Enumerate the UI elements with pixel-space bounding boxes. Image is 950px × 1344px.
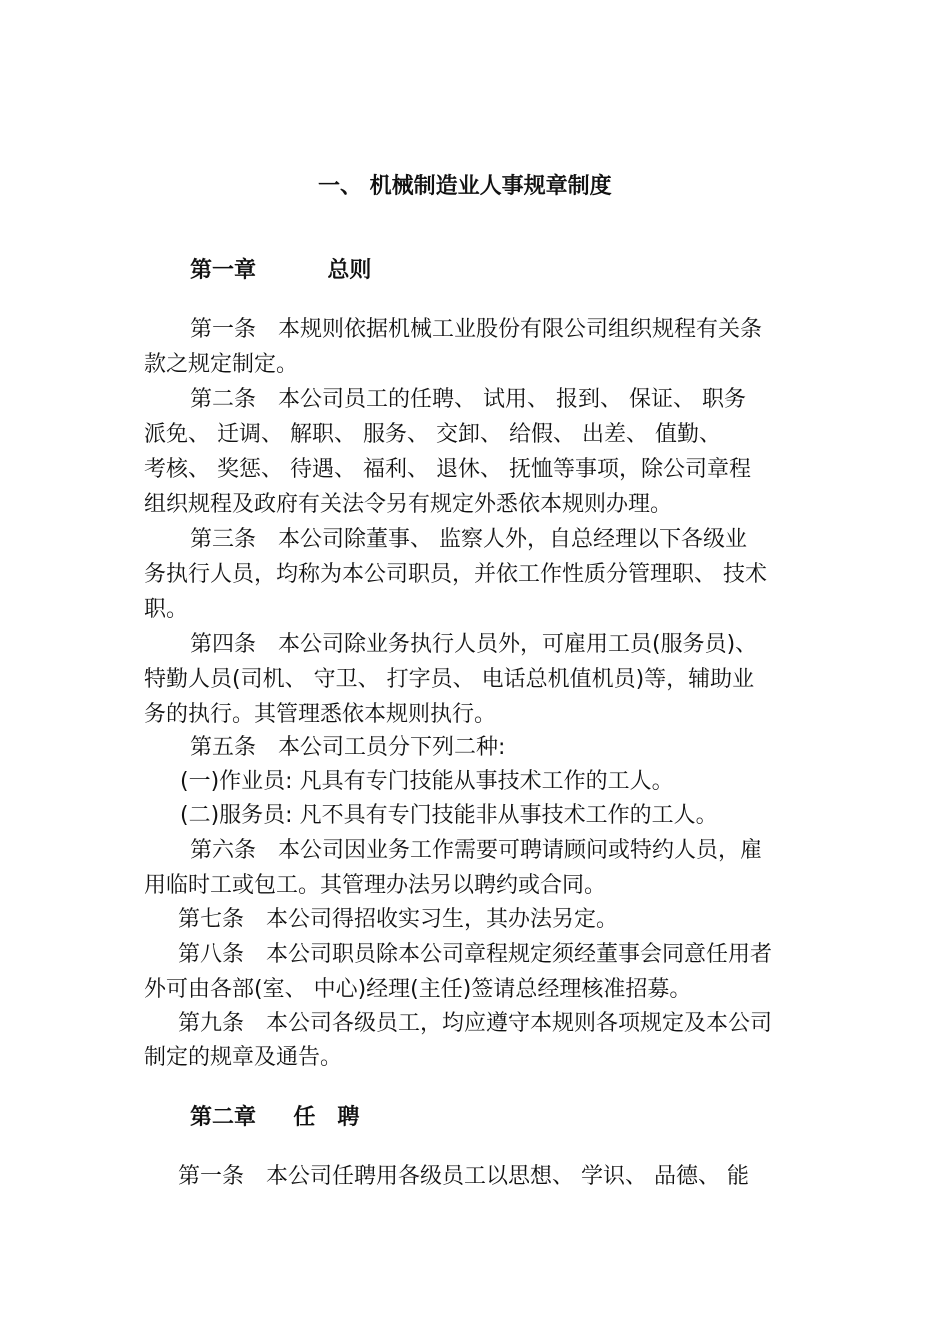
paragraph-line: 第二条 本公司员工的任聘、 试用、 报到、 保证、 职务 xyxy=(190,387,746,412)
paragraph-line: 第六条 本公司因业务工作需要可聘请顾问或特约人员，雇 xyxy=(190,838,763,863)
paragraph-line: 务执行人员，均称为本公司职员，并依工作性质分管理职、 技术 xyxy=(144,562,767,587)
paragraph-line: 派免、 迁调、 解职、 服务、 交卸、 给假、 出差、 值勤、 xyxy=(144,422,721,447)
paragraph-line: 组织规程及政府有关法令另有规定外悉依本规则办理。 xyxy=(144,492,673,517)
paragraph-line: 第四条 本公司除业务执行人员外，可雇用工员(服务员)、 xyxy=(190,632,758,657)
paragraph-line: 第五条 本公司工员分下列二种: xyxy=(190,735,506,760)
paragraph-line: 第一条 本公司任聘用各级员工以思想、 学识、 品德、 能 xyxy=(178,1164,749,1189)
paragraph-line: 第三条 本公司除董事、 监察人外，自总经理以下各级业 xyxy=(190,527,747,552)
chapter-1-number: 第一章 xyxy=(190,258,257,283)
chapter-1-title: 总则 xyxy=(327,258,372,283)
paragraph-line: (二)服务员: 凡不具有专门技能非从事技术工作的工人。 xyxy=(180,803,718,828)
paragraph-line: 第七条 本公司得招收实习生，其办法另定。 xyxy=(178,907,619,932)
paragraph-line: 外可由各部(室、 中心)经理(主任)签请总经理核准招募。 xyxy=(144,977,692,1002)
paragraph-line: 考核、 奖惩、 待遇、 福利、 退休、 抚恤等事项，除公司章程 xyxy=(144,457,751,482)
paragraph-line: 特勤人员(司机、 守卫、 打字员、 电话总机值机员)等，辅助业 xyxy=(144,667,755,692)
paragraph-line: 第八条 本公司职员除本公司章程规定须经董事会同意任用者 xyxy=(178,942,773,967)
paragraph-line: 第一条 本规则依据机械工业股份有限公司组织规程有关条 xyxy=(190,317,763,342)
chapter-2-number: 第二章 xyxy=(190,1105,257,1130)
paragraph-line: 制定的规章及通告。 xyxy=(144,1045,343,1070)
paragraph-line: 职。 xyxy=(144,597,189,622)
paragraph-line: 用临时工或包工。其管理办法另以聘约或合同。 xyxy=(144,873,607,898)
document-title: 一、 机械制造业人事规章制度 xyxy=(318,174,612,199)
chapter-2-heading xyxy=(190,1103,359,1133)
chapter-2-title: 任 聘 xyxy=(293,1105,360,1130)
paragraph-line: 款之规定制定。 xyxy=(144,352,299,377)
paragraph-line: 第九条 本公司各级员工，均应遵守本规则各项规定及本公司 xyxy=(178,1011,773,1036)
paragraph-line: (一)作业员: 凡具有专门技能从事技术工作的工人。 xyxy=(180,769,674,794)
chapter-1-heading xyxy=(190,256,371,286)
paragraph-line: 务的执行。其管理悉依本规则执行。 xyxy=(144,702,497,727)
